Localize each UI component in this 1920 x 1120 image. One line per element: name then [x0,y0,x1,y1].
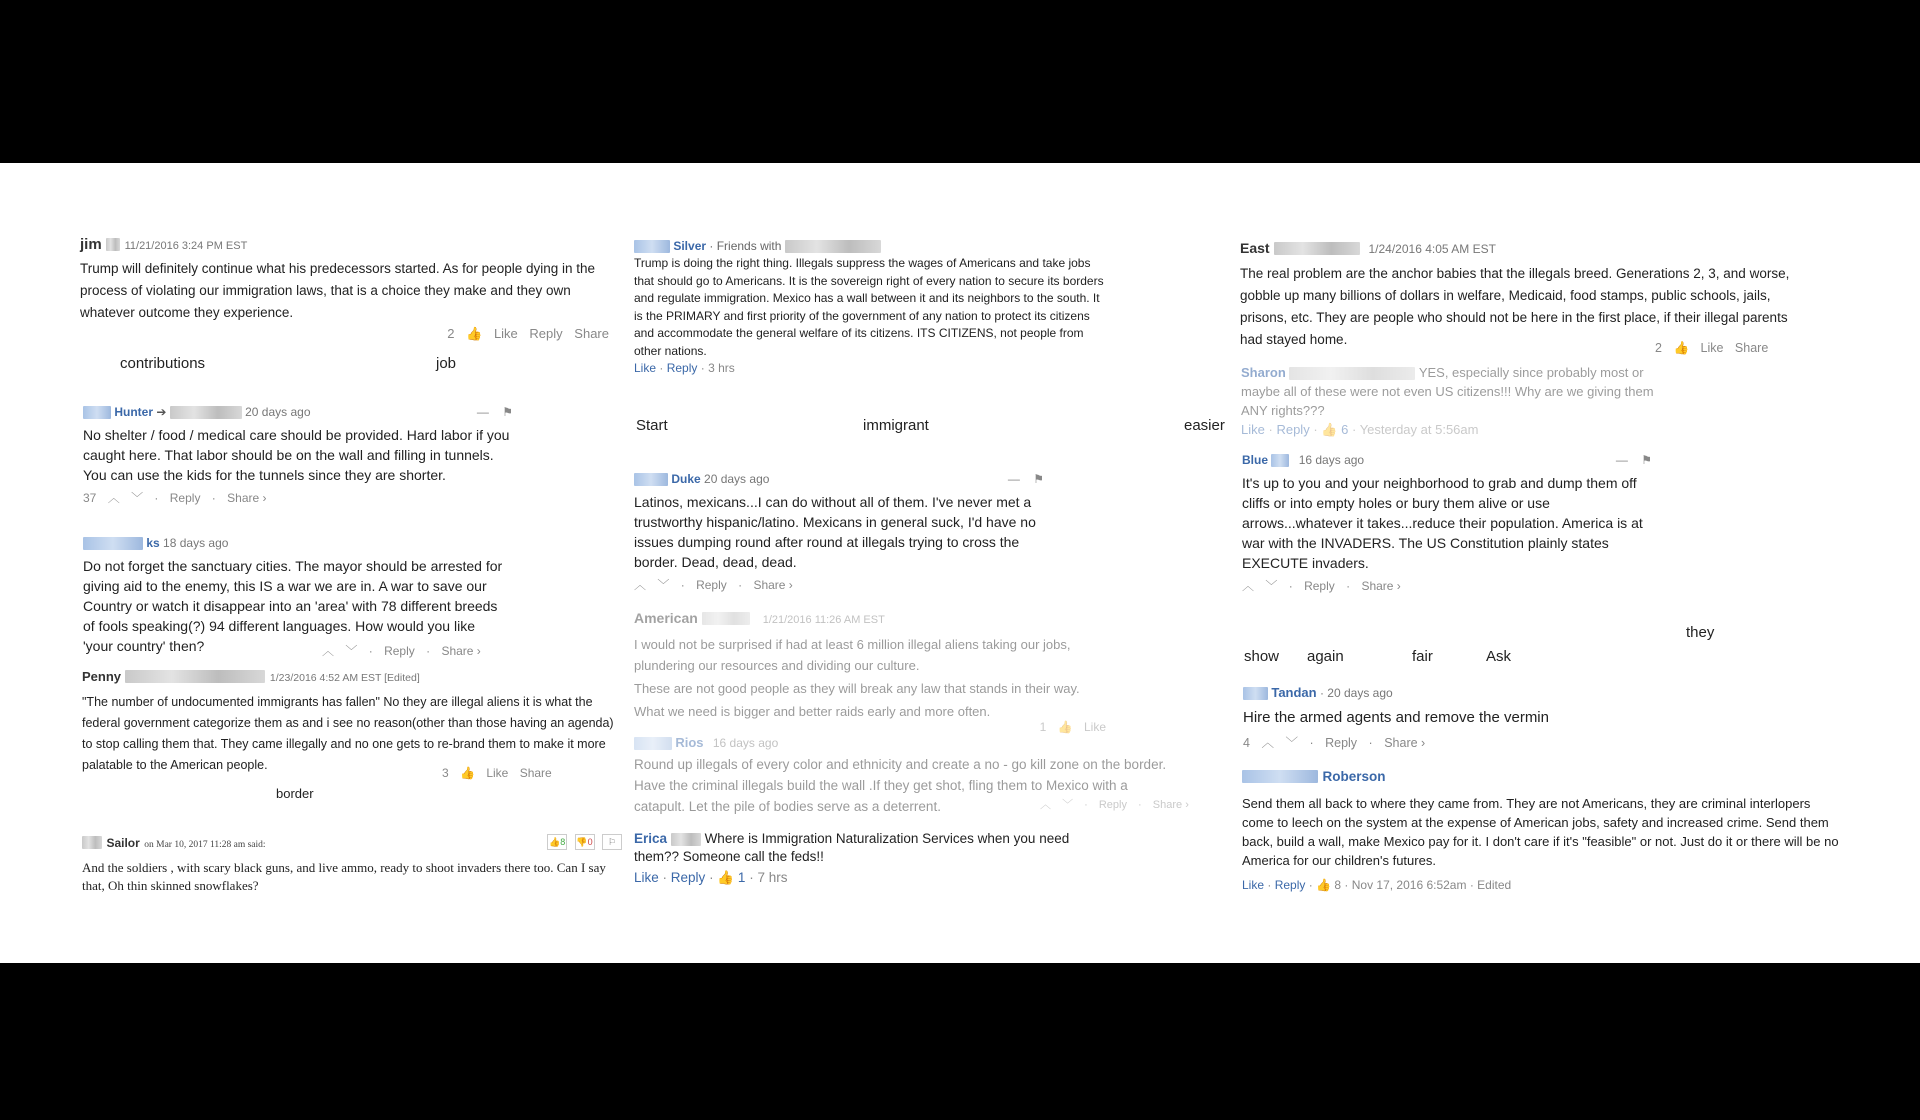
author-name: ks [146,536,160,550]
reply-button[interactable]: Reply [169,491,201,506]
like-count: 2 [1655,341,1662,355]
comment-ks [83,536,503,656]
timestamp: 1/23/2016 4:52 AM EST [Edited] [269,672,420,684]
flag-icon[interactable]: ⚑ [1033,472,1044,486]
floating-word: contributions [120,355,206,372]
floating-word: again [1307,648,1344,665]
friends-label: · Friends with [709,239,782,253]
author-name: Duke [671,472,701,486]
upvote-icon[interactable]: ︿ [107,491,120,506]
redacted-name [83,537,143,550]
comment-actions: 4 ︿ ﹀ · Reply · Share › [1243,736,1426,751]
share-button[interactable]: Share › [227,491,267,506]
share-button[interactable]: Share [519,766,552,780]
reply-button[interactable]: Reply [666,361,698,376]
comment-text: Trump will definitely continue what his predecessors started. As for people dying in the process of violating our immigration laws, that is a choice they make and they own whatever outcome they experience. [80,261,596,320]
comment-actions-east [1655,341,1776,356]
author-name: Silver [673,239,707,253]
like-count: 1 [1039,720,1047,734]
redacted-name [1274,242,1360,255]
time-ago: · 3 hrs [700,361,735,376]
reply-button[interactable]: Reply [1304,579,1335,594]
vote-count: 4 [1243,736,1250,751]
redacted-name [1271,454,1289,467]
comment-text: YES, especially since probably most or maybe all of these were not even US citizens!!! Why are we giving them ANY rights??? [1241,365,1654,418]
flag-icon[interactable]: ⚑ [1641,453,1652,467]
comment-text: The real problem are the anchor babies that the illegals breed. Generations 2, 3, and worse, gobble up many billions of dollars in welfare, Medicaid, food stamps, public schools, jails, prisons, etc. They are people who should not be here in the first place, if their illegal parents had stayed home. [1240,266,1790,347]
like-count: 8 [1334,878,1342,892]
comment-actions [634,720,1114,734]
comment-text-2: These are not good people as they will break any law that stands in their way. [634,681,1080,696]
flag-icon[interactable]: ⚑ [502,405,513,419]
redacted-name [1242,770,1318,783]
comment-silver [634,239,1109,375]
downvote-icon[interactable]: ﹀ [1285,736,1298,751]
like-reaction-icon: 👍 [1321,422,1338,437]
comment-text: No shelter / food / medical care should be provided. Hard labor if you caught here. That labor should be on the wall and filling in tunnels. You can use the kids for the tunnels since they are shorter. [83,427,510,484]
redacted-name [785,240,881,253]
upvote-icon[interactable]: ︿ [1261,736,1274,751]
reply-button[interactable]: Reply [1098,799,1127,811]
like-button[interactable]: Like [1700,341,1724,355]
comment-actions: 37 ︿ ﹀ · Reply · Share › [83,491,267,506]
vote-count: 37 [83,491,97,506]
redacted-name [170,406,242,419]
comment-actions-ks: ︿ ﹀ · Reply · Share › [322,644,481,658]
share-button[interactable]: Share › [1152,799,1189,811]
upvote-icon[interactable]: ︿ [634,578,647,593]
comment-tandan [1243,685,1663,751]
reply-button[interactable]: Reply [384,644,415,658]
reply-button[interactable]: Reply [670,870,706,885]
floating-word: Start [636,417,668,434]
downvote-icon[interactable]: ﹀ [345,644,358,658]
comment-text: Round up illegals of every color and ethnicity and create a no - go kill zone on the border. Have the criminal illegals build the wall .If they get shot, fling them to Mexico with a catapult. Let the pile of bodies serve as a deterrent. [634,757,1167,815]
like-button[interactable]: Like [486,766,509,780]
downvote-icon[interactable]: ﹀ [1265,579,1278,594]
floating-word: border [276,786,314,801]
author-name: American [634,610,698,626]
comment-text: Do not forget the sanctuary cities. The mayor should be arrested for giving aid to the enemy, this IS a war we are in. A war to save our Country or watch it disappear into an 'area' with 78 different breeds of fools speaking(?) 94 different languages. How would you like 'your country' then? [83,558,503,655]
comment-blue [1242,453,1652,594]
like-count: 2 [447,326,455,341]
author-name: Penny [82,669,122,684]
author-name: Blue [1242,453,1269,467]
upvote-icon[interactable]: ︿ [322,644,335,658]
comment-meta: on Mar 10, 2017 11:28 am said: [144,840,266,850]
comment-american [634,610,1114,734]
comment-text: And the soldiers , with scary black guns, and live ammo, ready to shoot invaders there too. Can I say that, Oh thin skinned snowflakes? [82,860,606,893]
comment-actions: ︿ ﹀ · Reply · Share › [634,578,793,593]
timestamp: Yesterday at 5:56am [1359,422,1479,437]
comment-jim [80,236,625,342]
comment-text: Hire the armed agents and remove the vermin [1243,709,1549,727]
comment-text-1: I would not be surprised if had at least 6 million illegal aliens taking our jobs, plundering our resources and dividing our culture. [634,637,1071,673]
reaction-count: 6 [1341,422,1349,437]
comment-actions [80,326,625,342]
thumbs-up-icon[interactable]: 👍 [466,326,483,341]
floating-word: show [1244,648,1280,665]
comment-text: Trump is doing the right thing. Illegals suppress the wages of Americans and take jobs that should go to Americans. It is the sovereign right of every nation to secure its borders and regulate immigration. Mexico has a wall between it and its neighbors to the south. It is the PRIMARY and first priority of the government of any nation to protect its citizens and accommodate the general welfare of its citizens. ITS CITIZENS, not people from other nations. [634,256,1104,358]
comment-actions: Like · Reply · 👍 6 · Yesterday at 5:56am [1241,422,1479,437]
comment-roberson [1242,768,1842,892]
thumbs-up-icon[interactable]: 👍 [1057,720,1073,734]
thumbs-up-icon[interactable]: 👍 [1673,341,1690,355]
reply-button[interactable]: Reply [696,578,727,593]
time-ago: · 7 hrs [749,870,788,885]
timestamp: 16 days ago [712,736,779,750]
author-name: East [1240,240,1270,256]
downvote-button[interactable]: 👎0 [575,834,595,850]
timestamp: 16 days ago [1298,453,1365,467]
downvote-icon[interactable]: ﹀ [657,578,670,593]
timestamp: 20 days ago [704,472,770,486]
floating-word: immigrant [863,417,929,434]
redacted-name [106,238,120,251]
comment-text: It's up to you and your neighborhood to grab and dump them off cliffs or into empty holes or bury them alive or use arrows...whatever it takes...reduce their population. America is at war with the INVADERS. The US Constitution plainly states EXECUTE invaders. [1242,475,1643,572]
floating-word: easier [1184,417,1225,434]
comment-actions: Like · Reply · 3 hrs [634,361,735,376]
comment-actions: ︿ ﹀ · Reply · Share › [1242,579,1401,594]
author-name: Hunter [114,405,154,419]
reply-button[interactable]: Reply [1274,878,1306,892]
collapse-icon[interactable]: — [1615,453,1628,467]
timestamp: 20 days ago [245,405,311,419]
redacted-name [634,240,670,253]
timestamp: 18 days ago [163,536,229,550]
like-button[interactable]: Like [1241,422,1265,437]
comment-hunter [83,405,513,506]
comment-sharon [1241,363,1671,438]
comment-text: Where is Immigration Naturalization Services when you need them?? Someone call the feds!! [634,831,1070,864]
share-button[interactable]: Share › [1361,579,1401,594]
redacted-name [634,473,668,486]
timestamp: 1/21/2016 11:26 AM EST [762,614,885,626]
timestamp: 1/24/2016 4:05 AM EST [1368,242,1496,256]
comment-text-3: What we need is bigger and better raids early and more often. [634,704,991,719]
reply-button[interactable]: Reply [1325,736,1358,751]
flag-icon[interactable]: ⚐ [602,834,622,850]
collapse-icon[interactable]: — [476,405,489,419]
downvote-icon[interactable]: ﹀ [1062,799,1074,811]
author-name: jim [80,236,102,253]
like-button[interactable]: Like [1083,720,1106,734]
share-button[interactable]: Share [574,326,609,341]
author-name: Erica [634,831,668,846]
like-button[interactable]: Like [634,870,659,885]
like-count: 3 [442,766,449,780]
reply-button[interactable]: Reply [529,326,563,341]
author-name: Sailor [106,836,140,850]
comment-penny [82,668,627,776]
comment-erica [634,830,1094,886]
comment-east [1240,240,1790,351]
collage-canvas [0,163,1920,963]
collapse-icon[interactable]: — [1007,472,1020,486]
reaction-count: 1 [737,870,746,885]
redacted-name [671,833,701,846]
redacted-name [125,670,265,683]
share-button[interactable]: Share › [753,578,793,593]
floating-word: they [1686,624,1715,641]
comment-actions-rios: ︿ ﹀ · Reply · Share › [1040,799,1189,811]
like-reaction-icon: 👍 [717,870,735,885]
upvote-icon[interactable]: ︿ [1242,579,1255,594]
like-button[interactable]: Like [1242,878,1265,892]
comment-sailor [82,834,622,895]
redacted-name [634,737,672,750]
upvote-button[interactable]: 👍8 [547,834,567,850]
like-button[interactable]: Like [493,326,518,341]
comment-text: Send them all back to where they came from. They are not Americans, they are criminal interlopers come to leech on the system at the expense of American jobs, safety and increased crime. Send them back, build a wall, make Mexico pay for it. I don't care if it's "feasible" or not. Just do it or there will be no America for our children's futures. [1242,796,1839,868]
timestamp: 11/21/2016 3:24 PM EST [124,240,248,252]
share-button[interactable]: Share [1734,341,1769,355]
redacted-name [83,406,111,419]
downvote-icon[interactable]: ﹀ [131,491,144,506]
reply-arrow-icon: ➔ [156,405,167,419]
comment-duke [634,472,1044,593]
comment-text: Latinos, mexicans...I can do without all of them. I've never met a trustworthy hispanic/latino. Mexicans in general suck, I'd have no issues dumping round after round at illegals trying to cross the border. Dead, dead, dead. [634,494,1036,571]
share-button[interactable]: Share › [1384,736,1426,751]
redacted-name [82,836,102,849]
redacted-name [1243,687,1268,700]
thumbs-up-icon[interactable]: 👍 [460,766,475,780]
author-name: Roberson [1322,769,1386,784]
author-name: Tandan [1271,685,1317,700]
comment-actions: Like · Reply · 👍 8 · Nov 17, 2016 6:52am · Edited [1242,878,1512,892]
thumbs-up-icon: 👍 [1316,878,1332,892]
floating-word: job [436,355,457,372]
comment-text: "The number of undocumented immigrants has fallen" No they are illegal aliens it is what the federal government categorize them as and i see no reason(other than those having an agenda) to stop calling them that. They came illegally and no one gets to re-brand them to make it more palatable to the American people. [82,695,614,772]
comment-actions-penny [442,766,560,780]
upvote-icon[interactable]: ︿ [1040,799,1051,811]
author-name: Rios [675,735,704,750]
reply-button[interactable]: Reply [1276,422,1310,437]
redacted-name [1289,367,1415,380]
redacted-name [702,612,750,625]
share-button[interactable]: Share › [441,644,481,658]
author-name: Sharon [1241,365,1286,380]
comment-actions: Like · Reply · 👍 1 · 7 hrs [634,870,788,885]
floating-word: fair [1412,648,1433,665]
floating-word: Ask [1486,648,1512,665]
timestamp: · 20 days ago [1319,686,1393,700]
timestamp: · Nov 17, 2016 6:52am · Edited [1344,878,1512,892]
like-button[interactable]: Like [634,361,657,376]
